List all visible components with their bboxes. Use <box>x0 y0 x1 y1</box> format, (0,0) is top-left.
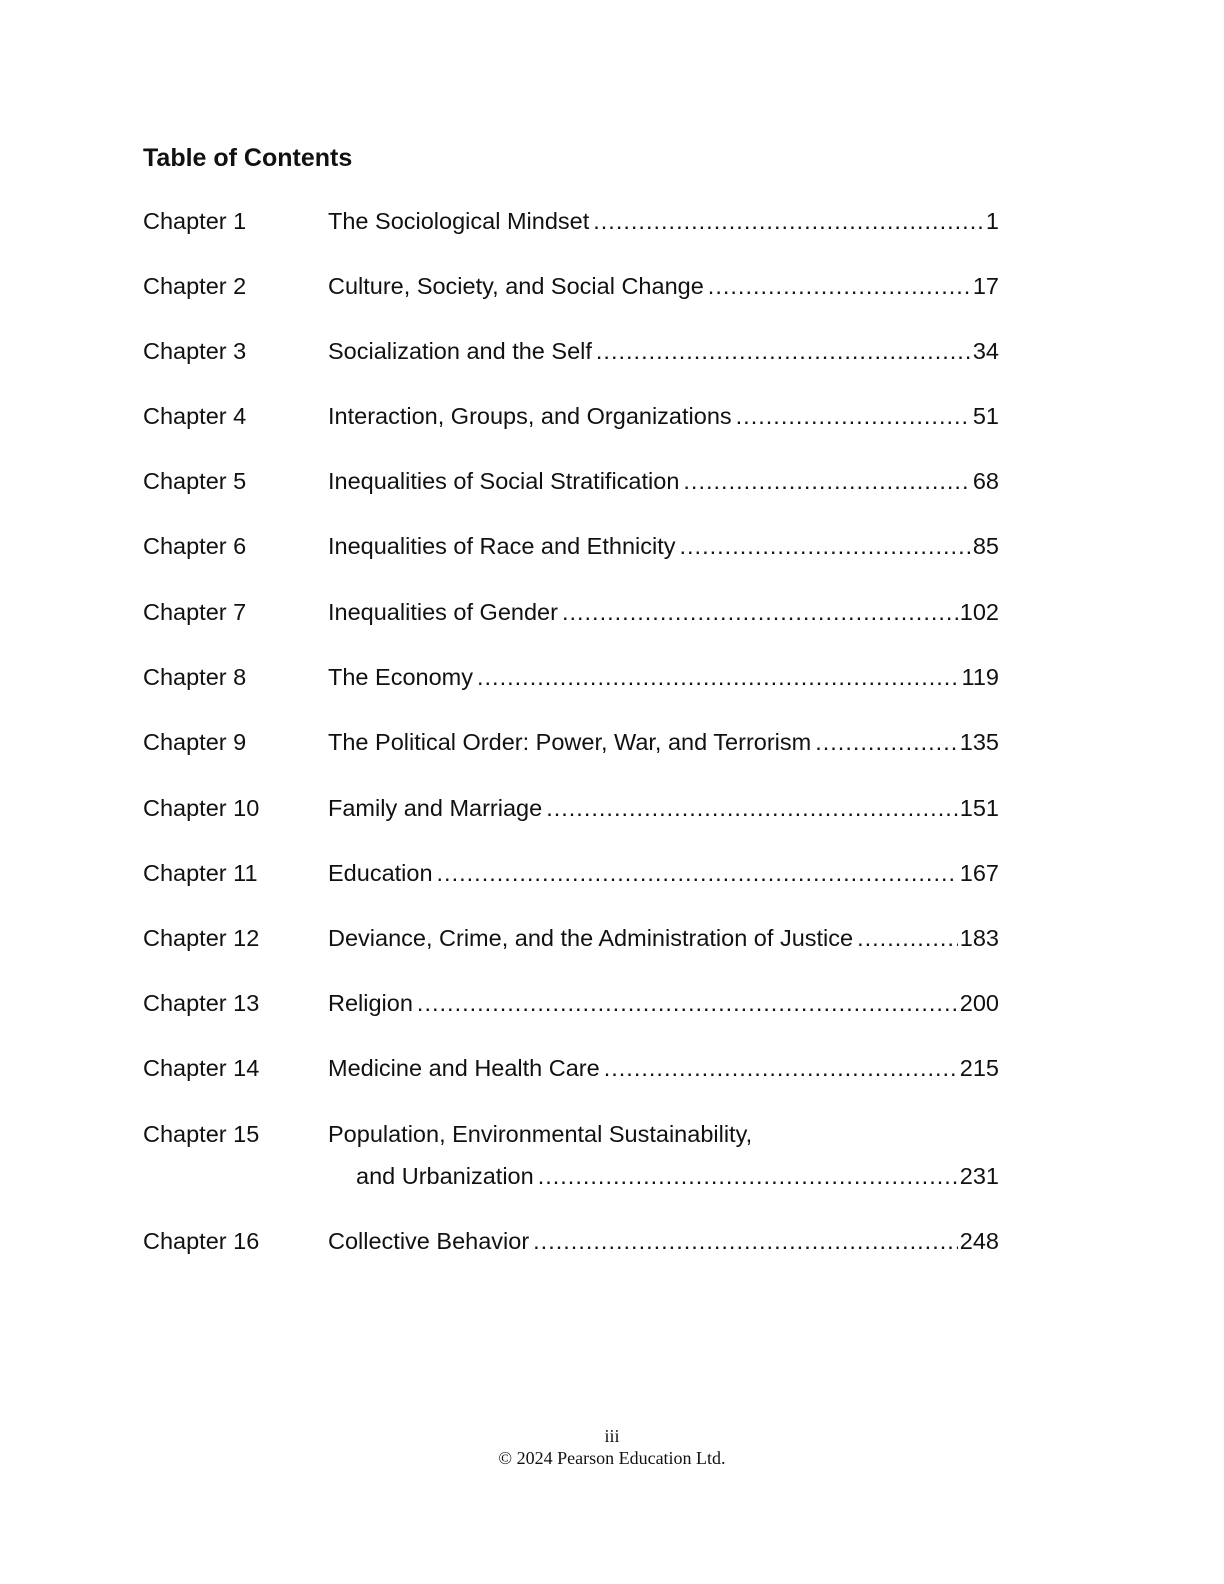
chapter-label: Chapter 7 <box>143 599 247 625</box>
chapter-title: Inequalities of Race and Ethnicity <box>328 533 676 559</box>
dot-leader <box>596 335 971 367</box>
dot-leader <box>417 987 958 1019</box>
chapter-label: Chapter 2 <box>143 273 247 299</box>
chapter-label: Chapter 3 <box>143 338 247 364</box>
chapter-title: Culture, Society, and Social Change <box>328 273 704 299</box>
page-number: 102 <box>959 599 999 625</box>
chapter-title: The Economy <box>328 664 473 690</box>
chapter-label: Chapter 16 <box>143 1228 260 1254</box>
page-number: 215 <box>959 1055 999 1081</box>
chapter-label: Chapter 1 <box>143 208 247 234</box>
chapter-title: Religion <box>328 990 413 1016</box>
page-number: 119 <box>961 664 999 690</box>
chapter-title: The Sociological Mindset <box>328 208 590 234</box>
chapter-title: Interaction, Groups, and Organizations <box>328 403 732 429</box>
footer-page-number: iii <box>604 1426 620 1446</box>
page-number: 231 <box>959 1163 999 1189</box>
page-number: 135 <box>959 729 999 755</box>
chapter-title: and Urbanization <box>356 1163 534 1189</box>
page-number: 17 <box>972 273 999 299</box>
page-number: 167 <box>959 860 999 886</box>
chapter-label: Chapter 9 <box>143 729 247 755</box>
page-title: Table of Contents <box>143 144 353 172</box>
page-number: 1 <box>985 208 999 234</box>
dot-leader <box>604 1052 958 1084</box>
page-number: 85 <box>972 533 999 559</box>
chapter-title: Education <box>328 860 433 886</box>
chapter-title: Inequalities of Gender <box>328 599 558 625</box>
dot-leader <box>477 661 960 693</box>
chapter-label: Chapter 6 <box>143 533 247 559</box>
chapter-label: Chapter 8 <box>143 664 247 690</box>
dot-leader <box>736 400 971 432</box>
chapter-label: Chapter 14 <box>143 1055 260 1081</box>
dot-leader <box>593 205 984 237</box>
chapter-title: Socialization and the Self <box>328 338 592 364</box>
chapter-title: Deviance, Crime, and the Administration of Justice <box>328 925 854 951</box>
dot-leader <box>683 465 970 497</box>
page-number: 34 <box>972 338 999 364</box>
page-number: 51 <box>972 403 999 429</box>
dot-leader <box>533 1225 958 1257</box>
dot-leader <box>708 270 971 302</box>
chapter-label: Chapter 10 <box>143 795 260 821</box>
dot-leader <box>437 857 958 889</box>
chapter-label: Chapter 15 <box>143 1121 260 1147</box>
page-number: 200 <box>959 990 999 1016</box>
chapter-title: Collective Behavior <box>328 1228 530 1254</box>
footer-copyright: © 2024 Pearson Education Ltd. <box>498 1448 726 1468</box>
chapter-label: Chapter 4 <box>143 403 247 429</box>
dot-leader <box>546 792 958 824</box>
dot-leader <box>857 922 958 954</box>
chapter-title: Inequalities of Social Stratification <box>328 468 680 494</box>
page-number: 248 <box>959 1228 999 1254</box>
chapter-title: Family and Marriage <box>328 795 543 821</box>
chapter-title: Medicine and Health Care <box>328 1055 600 1081</box>
dot-leader <box>562 596 958 628</box>
dot-leader <box>815 726 958 758</box>
page-number: 68 <box>972 468 999 494</box>
dot-leader <box>680 530 971 562</box>
chapter-label: Chapter 12 <box>143 925 260 951</box>
chapter-label: Chapter 13 <box>143 990 260 1016</box>
page-number: 151 <box>959 795 999 821</box>
chapter-label: Chapter 11 <box>143 860 258 886</box>
dot-leader <box>538 1160 958 1192</box>
page-number: 183 <box>959 925 999 951</box>
chapter-title-line1: Population, Environmental Sustainability, <box>328 1121 753 1147</box>
chapter-label: Chapter 5 <box>143 468 247 494</box>
chapter-title: The Political Order: Power, War, and Terrorism <box>328 729 812 755</box>
